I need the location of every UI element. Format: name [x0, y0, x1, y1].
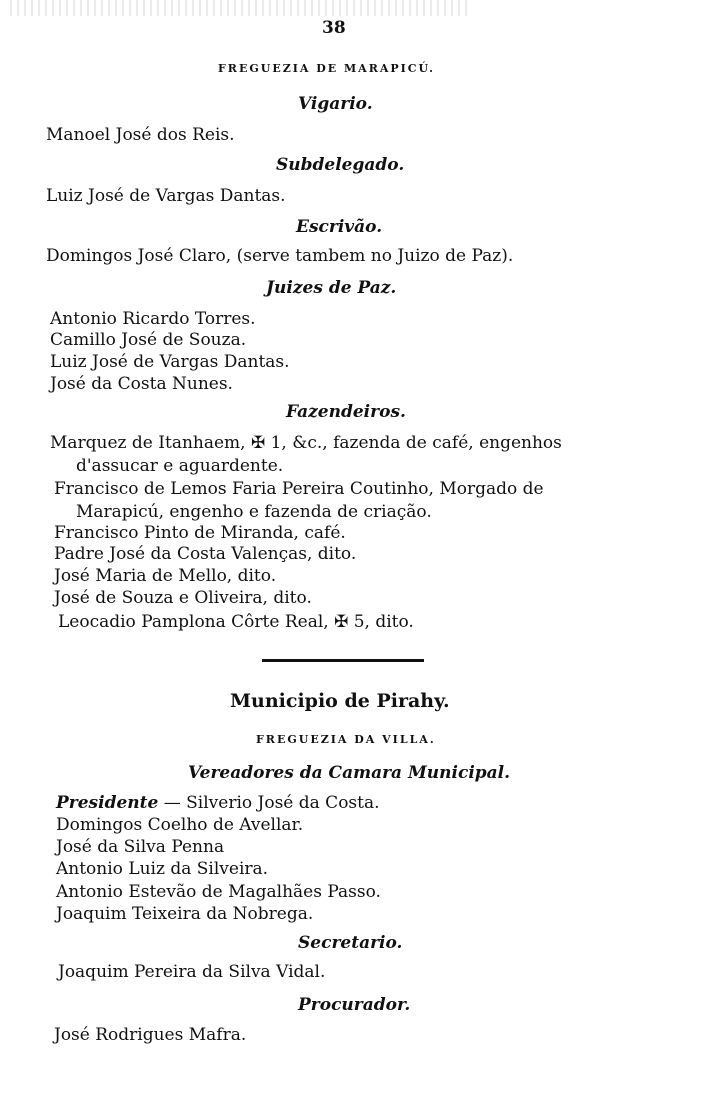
fazendeiro-line: Padre José da Costa Valenças, dito. — [54, 544, 357, 564]
vereador-item: Antonio Estevão de Magalhães Passo. — [56, 882, 381, 902]
section-divider — [262, 659, 424, 662]
juiz-item: José da Costa Nunes. — [50, 374, 233, 394]
freguezia-marapicu-title: FREGUEZIA DE MARAPICÚ. — [218, 62, 435, 75]
juiz-item: Camillo José de Souza. — [50, 330, 247, 350]
fazendeiro-line: Francisco de Lemos Faria Pereira Coutinho, Morgado de — [54, 479, 544, 499]
escrivao-heading: Escrivão. — [296, 217, 383, 237]
vereadores-heading: Vereadores da Camara Municipal. — [188, 763, 511, 783]
vereador-item: José da Silva Penna — [56, 837, 225, 857]
presidente-name: — Silverio José da Costa. — [158, 793, 380, 813]
vereador-item: Joaquim Teixeira da Nobrega. — [56, 904, 314, 924]
juiz-item: Luiz José de Vargas Dantas. — [50, 352, 290, 372]
escrivao-name: Domingos José Claro, (serve tambem no Juizo de Paz). — [46, 246, 514, 266]
fazendeiro-line: Marquez de Itanhaem, ✠ 1, &c., fazenda de café, engenhos — [50, 433, 562, 453]
presidente-line — [56, 793, 380, 813]
page-number: 38 — [322, 18, 346, 38]
subdelegado-name: Luiz José de Vargas Dantas. — [46, 186, 286, 206]
freguezia-villa-title: FREGUEZIA DA VILLA. — [256, 733, 436, 746]
municipio-title: Municipio de Pirahy. — [230, 690, 450, 712]
fazendeiro-line: José Maria de Mello, dito. — [54, 566, 277, 586]
procurador-heading: Procurador. — [298, 995, 411, 1015]
fazendeiro-line: Francisco Pinto de Miranda, café. — [54, 523, 346, 543]
print-noise — [10, 0, 470, 16]
fazendeiro-line: Marapicú, engenho e fazenda de criação. — [76, 502, 432, 522]
subdelegado-heading: Subdelegado. — [276, 155, 405, 175]
presidente-label: Presidente — [56, 793, 159, 813]
fazendeiro-line: José de Souza e Oliveira, dito. — [54, 588, 312, 608]
secretario-heading: Secretario. — [298, 933, 403, 953]
vigario-heading: Vigario. — [298, 94, 373, 114]
juizes-heading: Juizes de Paz. — [266, 278, 397, 298]
vigario-name: Manoel José dos Reis. — [46, 125, 235, 145]
secretario-name: Joaquim Pereira da Silva Vidal. — [58, 962, 326, 982]
fazendeiros-heading: Fazendeiros. — [286, 402, 406, 422]
vereador-item: Antonio Luiz da Silveira. — [56, 859, 269, 879]
juiz-item: Antonio Ricardo Torres. — [50, 309, 256, 329]
procurador-name: José Rodrigues Mafra. — [54, 1025, 247, 1045]
fazendeiro-line: Leocadio Pamplona Côrte Real, ✠ 5, dito. — [58, 612, 414, 632]
vereador-item: Domingos Coelho de Avellar. — [56, 815, 304, 835]
fazendeiro-line: d'assucar e aguardente. — [76, 456, 284, 476]
